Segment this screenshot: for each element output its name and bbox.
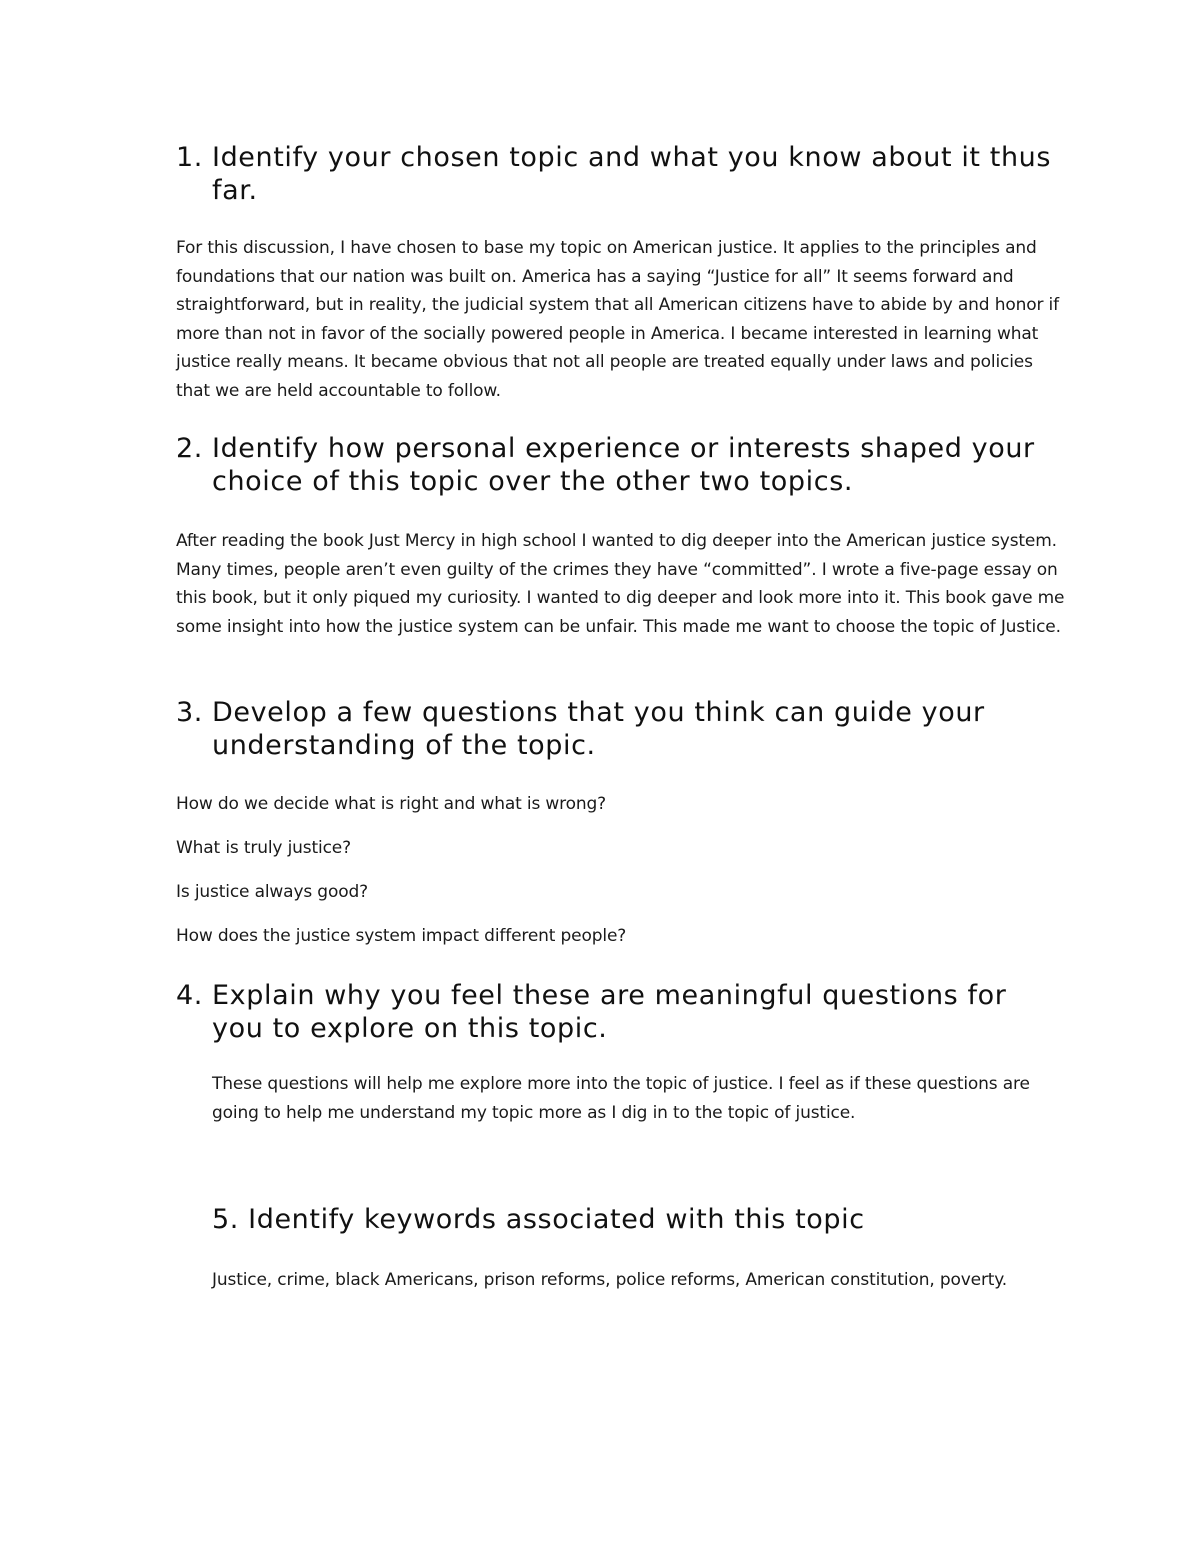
section-5-heading-text: Identify keywords associated with this topic [248,1204,865,1235]
section-1-body: For this discussion, I have chosen to base my topic on American justice. It applies to the principles and foundations that our nation was built on. America has a saying “Justice for all” It seems forward and straightforward, but in reality, the judicial system that all American citizens have to abide by and honor if more than not in favor of the socially powered people in America. I became interested in learning what justice really means. It became obvious that not all people are treated equally under laws and policies that we are held accountable to follow. [176,238,1059,401]
section-1-heading [176,141,1056,207]
section-3-heading-text: Develop a few questions that you think can guide your understanding of the topic. [212,697,985,761]
section-5-number: 5. [212,1204,249,1235]
section-4-number: 4. [176,980,203,1011]
question-2: What is truly justice? [176,838,351,858]
section-1-number: 1. [176,142,203,173]
question-3: Is justice always good? [176,882,368,902]
section-2-body: After reading the book Just Mercy in high school I wanted to dig deeper into the American justice system. Many times, people aren’t even guilty of the crimes they have “committed”. I wrote a five-page essay on this book, but it only piqued my curiosity. I wanted to dig deeper and look more into it. This book gave me some insight into how the justice system can be unfair. This made me want to choose the topic of Justice. [176,531,1065,637]
section-2-heading [176,432,1056,498]
section-4-heading-text: Explain why you feel these are meaningful questions for you to explore on this topic. [212,980,1007,1044]
section-4-body: These questions will help me explore more into the topic of justice. I feel as if these questions are going to help me understand my topic more as I dig in to the topic of justice. [212,1074,1030,1123]
question-1: How do we decide what is right and what is wrong? [176,794,607,814]
section-5-body: Justice, crime, black Americans, prison reforms, police reforms, American constitution, poverty. [212,1270,1008,1290]
section-1-heading-text: Identify your chosen topic and what you know about it thus far. [212,142,1052,206]
section-2-heading-text: Identify how personal experience or interests shaped your choice of this topic over the other two topics. [212,433,1035,497]
section-3-heading [176,696,1056,762]
section-4-heading [176,979,1056,1045]
section-2-number: 2. [176,433,203,464]
question-4: How does the justice system impact different people? [176,926,627,946]
section-3-number: 3. [176,697,203,728]
section-5-heading [212,1203,1092,1236]
